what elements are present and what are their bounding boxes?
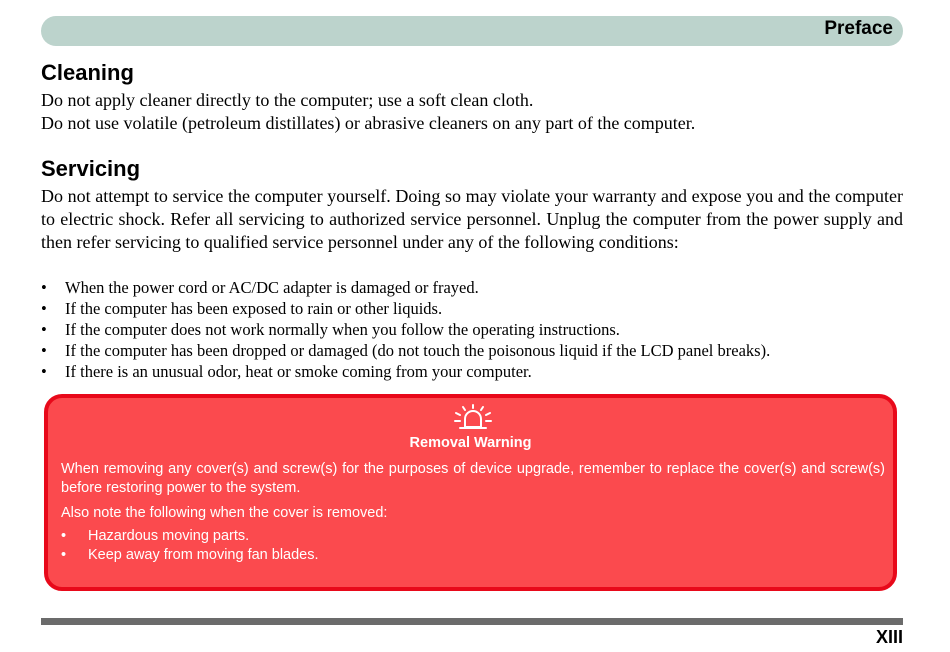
header-bar <box>41 16 903 46</box>
cleaning-line-1: Do not apply cleaner directly to the computer; use a soft clean cloth. <box>41 90 534 110</box>
removal-warning-box <box>44 394 897 591</box>
list-item: • When the power cord or AC/DC adapter is damaged or frayed. <box>41 277 770 298</box>
alarm-bell-icon <box>454 404 492 432</box>
list-item: • Keep away from moving fan blades. <box>61 546 319 565</box>
cleaning-heading: Cleaning <box>41 60 134 85</box>
servicing-heading: Servicing <box>41 156 141 181</box>
warning-paragraph-2: Also note the following when the cover is removed: <box>61 505 388 521</box>
page-number: XIII <box>875 627 903 647</box>
list-item: • If the computer does not work normally when you follow the operating instructions. <box>41 319 770 340</box>
section-title: Preface <box>824 18 893 39</box>
list-item: • If the computer has been dropped or damaged (do not touch the poisonous liquid if the LCD panel breaks). <box>41 340 770 361</box>
warning-title: Removal Warning <box>409 435 532 451</box>
list-item: • If the computer has been exposed to rain or other liquids. <box>41 298 770 319</box>
list-item: • Hazardous moving parts. <box>61 527 319 546</box>
list-item: • If there is an unusual odor, heat or smoke coming from your computer. <box>41 361 770 382</box>
footer-rule <box>41 618 903 625</box>
cleaning-line-2: Do not use volatile (petroleum distillates) or abrasive cleaners on any part of the computer. <box>41 113 696 133</box>
servicing-paragraph: Do not attempt to service the computer yourself. Doing so may violate your warranty and expose you and the computer to electric shock. Refer all servicing to authorized service personnel. Unplug the computer from the power supply and then refer servicing to qualified service personnel under any of the following conditions: <box>41 186 903 252</box>
warning-paragraph-1: When removing any cover(s) and screw(s) for the purposes of device upgrade, remember to replace the cover(s) and screw(s) before restoring power to the system. <box>61 461 885 496</box>
servicing-conditions-list <box>41 277 770 382</box>
warning-list <box>61 527 319 565</box>
